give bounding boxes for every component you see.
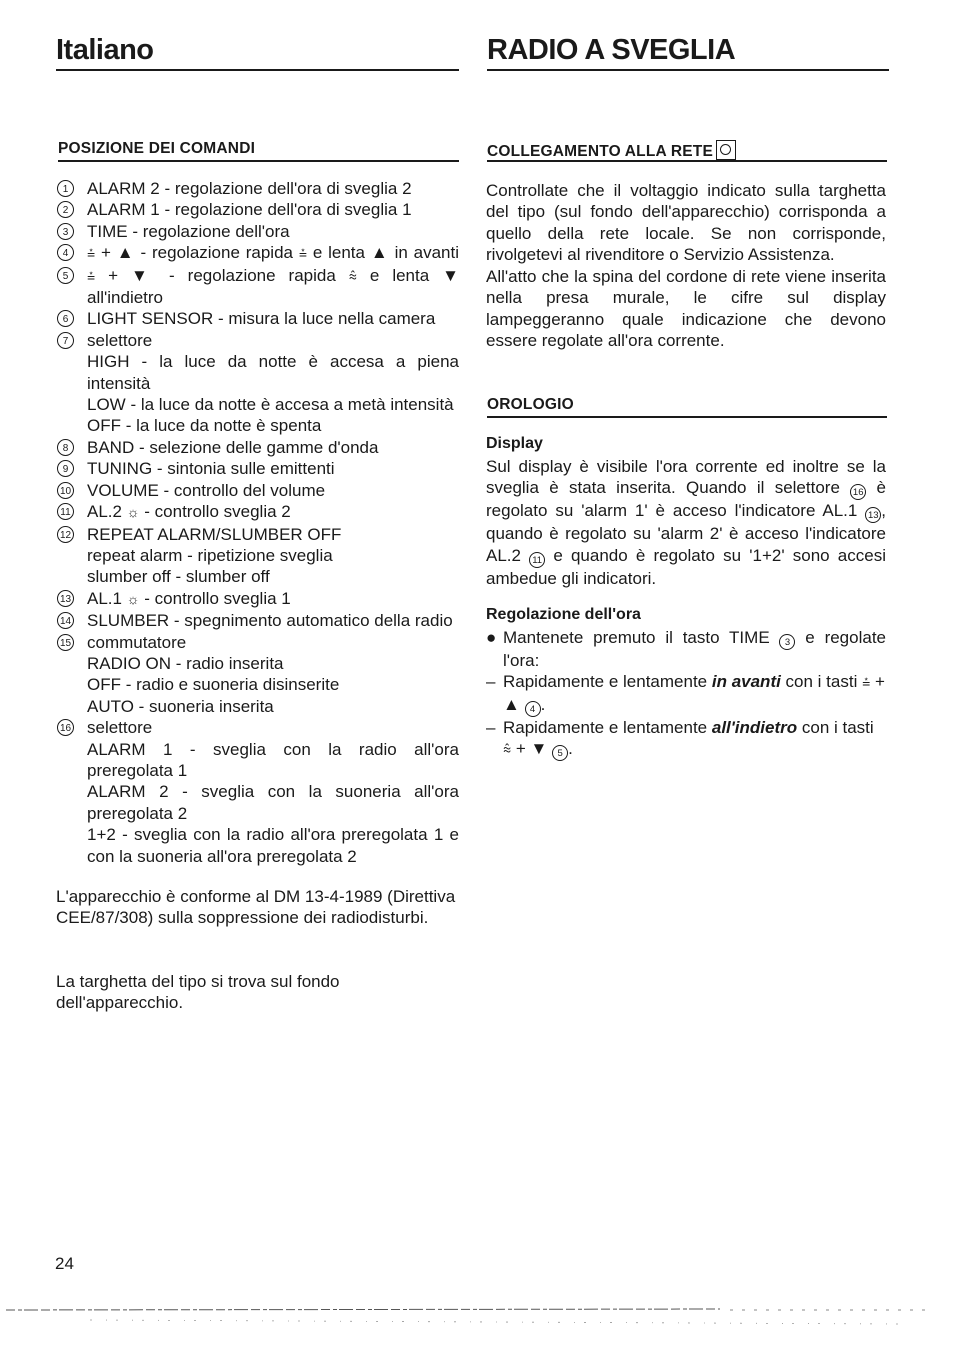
language-title: Italiano	[56, 34, 154, 66]
control-number-badge: 2	[57, 201, 74, 218]
control-option: LOW - la luce da notte è accesa a metà intensità	[87, 395, 454, 415]
control-item-3	[57, 221, 459, 242]
control-option: RADIO ON - radio inserita	[87, 653, 284, 673]
section-rule-mains	[487, 160, 887, 162]
fast-up-icon: ⩮	[87, 267, 96, 284]
step-backward-emphasis: all'indietro	[711, 717, 798, 737]
control-label	[87, 242, 459, 264]
control-number-badge: 6	[57, 310, 74, 327]
step-forward-text-b: con i tasti	[780, 672, 863, 692]
control-label: TUNING - sintonia sulle emittenti	[87, 459, 335, 479]
scan-artifact-line	[0, 1300, 954, 1330]
control-option: OFF - radio e suoneria disinserite	[87, 675, 340, 695]
type-plate-note: La targhetta del tipo si trova sul fondo dell'apparecchio.	[56, 972, 340, 1013]
ref-up-4: 4	[525, 701, 541, 717]
control-number-badge: 11	[57, 503, 74, 520]
control-number-badge: 5	[57, 267, 74, 284]
control-text-part: AL.1	[87, 588, 127, 608]
header-rule-right	[487, 69, 889, 71]
control-item-15	[57, 632, 459, 718]
ref-al2-11: 11	[529, 552, 545, 568]
header-rule-left	[56, 69, 459, 71]
control-text-part: - controllo sveglia 1	[139, 588, 291, 608]
time-setting-subheading: Regolazione dell'ora	[486, 606, 641, 623]
control-label: TIME - regolazione dell'ora	[87, 221, 290, 241]
control-text-part: e lenta ▼	[356, 265, 459, 285]
mains-paragraph-2: All'atto che la spina del cordone di rete viene inserita nella presa murale, le cifre sul display lampeggeranno quale indicazione che devono essere regolate all'ora corrente.	[486, 267, 886, 351]
display-subheading: Display	[486, 435, 543, 452]
fast-up-icon: ⩮	[298, 245, 308, 262]
control-item-10	[57, 480, 459, 501]
page-number: 24	[55, 1254, 74, 1273]
control-item-2	[57, 199, 459, 220]
step-hold-text-a: Mantenete premuto il tasto TIME	[503, 628, 780, 647]
control-number-badge: 7	[57, 332, 74, 349]
fast-down-icon: ⩯	[348, 267, 357, 284]
control-item-1	[57, 178, 459, 199]
dash-mark: –	[486, 717, 496, 737]
control-item-7	[57, 330, 459, 437]
control-item-11	[57, 501, 459, 523]
control-number-badge: 12	[57, 526, 74, 543]
control-label	[87, 265, 459, 287]
control-label: ALARM 2 - regolazione dell'ora di sveglia 2	[87, 179, 412, 198]
control-label	[87, 588, 459, 610]
control-label: LIGHT SENSOR - misura la luce nella camera	[87, 309, 436, 329]
ref-down-5: 5	[552, 745, 568, 761]
display-text-4: e quando è regolato su '1+2' sono accesi ambedue gli indicatori.	[486, 545, 886, 588]
step-backward-text-a: Rapidamente e lentamente	[503, 717, 712, 737]
control-text-part: - controllo sveglia 2	[139, 502, 291, 522]
control-label-continuation: all'indietro	[87, 288, 164, 308]
control-label: BAND - selezione delle gamme d'onda	[87, 437, 379, 457]
control-text-part: + ▼ - regolazione rapida	[95, 265, 349, 285]
conformity-note: L'apparecchio è conforme al DM 13-4-1989 (Direttiva CEE/87/308) sulla soppressione dei radiodisturbi.	[56, 887, 456, 928]
bullet-mark: ●	[486, 628, 497, 647]
display-paragraph	[486, 456, 886, 589]
control-item-13	[57, 588, 459, 610]
time-setting-steps	[486, 627, 886, 761]
control-item-5	[57, 265, 459, 309]
step-forward	[486, 671, 886, 716]
control-text-part: AL.2	[87, 502, 127, 522]
control-number-badge: 16	[57, 719, 74, 736]
control-label: REPEAT ALARM/SLUMBER OFF	[87, 524, 342, 544]
section-title-clock: OROLOGIO	[487, 396, 574, 413]
control-option: OFF - la luce da notte è spenta	[87, 416, 322, 436]
control-item-6	[57, 308, 459, 329]
control-option: repeat alarm - ripetizione sveglia	[87, 545, 333, 565]
control-label: commutatore	[87, 632, 187, 652]
step-hold-time	[486, 627, 886, 671]
control-option: HIGH - la luce da notte è accesa a piena intensità	[87, 352, 459, 393]
ref-time-3: 3	[779, 634, 795, 650]
step-backward-text-b: con i tasti	[797, 717, 874, 737]
step-backward	[486, 717, 886, 761]
display-text-3: , quando è regolato su 'alarm 2' è acceso l'indicatore AL.2	[486, 501, 886, 565]
section-rule-controls	[58, 160, 459, 162]
display-text-2: è regolato su 'alarm 1' è acceso l'indicatore AL.1	[486, 478, 886, 521]
control-number-badge: 14	[57, 612, 74, 629]
fast-up-icon: ⩮	[862, 674, 871, 691]
step-forward-text-a: Rapidamente e lentamente	[503, 672, 712, 692]
display-text-1: Sul display è visibile l'ora corrente ed inoltre se la sveglia è stata inserita. Quando il selettore	[486, 457, 886, 498]
alarm-indicator-icon: ☼	[126, 504, 140, 521]
control-number-badge: 9	[57, 460, 74, 477]
control-option: AUTO - suoneria inserita	[87, 696, 274, 716]
control-label	[87, 501, 459, 523]
control-item-14	[57, 610, 459, 631]
ref-al1-13: 13	[865, 507, 881, 523]
control-number-badge: 8	[57, 439, 74, 456]
control-label: VOLUME - controllo del volume	[87, 480, 326, 500]
page-title: RADIO A SVEGLIA	[487, 34, 736, 66]
control-item-4	[57, 242, 459, 264]
fast-up-icon: ⩮	[87, 245, 96, 262]
step-forward-text-d: .	[540, 694, 546, 714]
control-item-16	[57, 717, 459, 867]
control-number-badge: 15	[57, 634, 74, 651]
control-label: SLUMBER - spegnimento automatico della radio	[87, 611, 453, 631]
ref-selector-16: 16	[850, 484, 866, 500]
alarm-indicator-icon: ☼	[126, 590, 140, 607]
control-text-part: + ▲ - regolazione rapida	[95, 243, 299, 263]
control-option: ALARM 2 - sveglia con la suoneria all'ora preregolata 2	[87, 782, 459, 823]
control-number-badge: 13	[57, 590, 74, 607]
control-option: 1+2 - sveglia con la radio all'ora preregolata 1 e con la suoneria all'ora preregolata 2	[87, 825, 459, 866]
step-backward-text-c: + ▼	[511, 739, 553, 759]
controls-list	[57, 178, 459, 867]
control-text-part: e lenta ▲ in avanti	[307, 243, 459, 263]
control-label: selettore	[87, 718, 153, 738]
control-item-8	[57, 437, 459, 458]
section-title-controls: POSIZIONE DEI COMANDI	[58, 140, 256, 157]
control-option: ALARM 1 - sveglia con la radio all'ora preregolata 1	[87, 739, 459, 780]
section-title-mains	[487, 140, 736, 161]
step-backward-text-d: .	[568, 739, 573, 759]
control-label: ALARM 1 - regolazione dell'ora di sveglia 1	[87, 200, 412, 220]
section-title-mains-label: COLLEGAMENTO ALLA RETE	[487, 143, 713, 160]
control-number-badge: 4	[57, 244, 74, 261]
step-forward-text-c: + ▲	[503, 672, 885, 714]
control-number-badge: 1	[57, 180, 74, 197]
mains-paragraph-1: Controllate che il voltaggio indicato sulla targhetta del tipo (sul fondo dell'apparecchio) corrisponda a quello della rete locale. Se non corrisponde, rivolgetevi al rivenditore o Servizio Assistenza.	[486, 181, 886, 265]
step-hold-text-b: e regolate l'ora:	[503, 628, 886, 670]
step-forward-emphasis: in avanti	[711, 672, 781, 692]
control-number-badge: 3	[57, 223, 74, 240]
control-number-badge: 10	[57, 482, 74, 499]
control-item-12	[57, 524, 459, 588]
control-option: slumber off - slumber off	[87, 567, 270, 587]
fast-down-icon: ⩯	[503, 741, 512, 758]
control-label: selettore	[87, 330, 153, 350]
dash-mark: –	[486, 672, 496, 692]
section-rule-clock	[487, 416, 887, 418]
mains-plug-icon	[716, 140, 736, 160]
control-item-9	[57, 458, 459, 479]
